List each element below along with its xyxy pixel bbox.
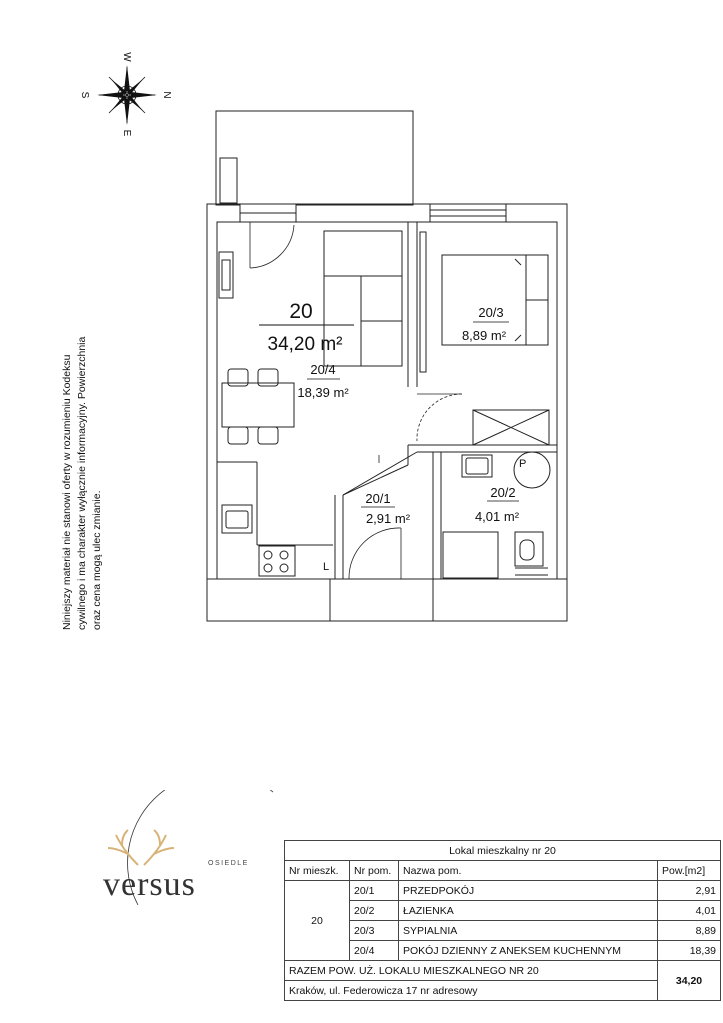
total-label: RAZEM POW. UŻ. LOKALU MIESZKALNEGO NR 20 xyxy=(285,961,658,981)
disclaimer-text xyxy=(60,270,105,630)
table-address-row xyxy=(285,981,721,1001)
disclaimer-line-1: Niniejszy materiał nie stanowi oferty w rozumieniu Kodeksu xyxy=(61,354,73,630)
logo-small: OSIEDLE xyxy=(208,860,249,867)
table-total-row xyxy=(285,961,721,981)
header-room-name: Nazwa pom. xyxy=(399,861,658,881)
room-label-20-1 xyxy=(361,491,411,526)
room-20-1-id: 20/1 xyxy=(365,491,391,506)
cell-room-no: 20/1 xyxy=(350,881,399,901)
cell-area: 4,01 xyxy=(658,901,721,921)
kitchen xyxy=(217,462,333,576)
logo-big: versus xyxy=(103,866,196,903)
compass-s: S xyxy=(79,91,90,99)
cell-room-no: 20/2 xyxy=(350,901,399,921)
compass-w: W xyxy=(121,52,132,62)
unit-table xyxy=(284,840,721,1001)
room-20-3-area: 8,89 m² xyxy=(461,328,507,343)
unit-number: 20 xyxy=(289,300,313,323)
cell-room-name: PRZEDPOKÓJ xyxy=(399,881,658,901)
compass-e: E xyxy=(121,129,132,137)
cell-area: 2,91 xyxy=(658,881,721,901)
room-20-2-id: 20/2 xyxy=(490,485,516,500)
header-room-no: Nr pom. xyxy=(350,861,399,881)
compass-rose xyxy=(79,52,172,136)
cell-room-name: POKÓJ DZIENNY Z ANEKSEM KUCHENNYM xyxy=(399,941,658,961)
room-label-20-4 xyxy=(297,362,349,400)
room-label-20-2 xyxy=(475,485,520,524)
balcony xyxy=(216,111,413,205)
cell-unit-no: 20 xyxy=(285,881,350,961)
header-area: Pow.[m2] xyxy=(658,861,721,881)
room-20-1-area: 2,91 m² xyxy=(365,511,411,526)
cell-area: 18,39 xyxy=(658,941,721,961)
unit-area: 34,20 m² xyxy=(267,334,343,355)
header-unit-no: Nr mieszk. xyxy=(285,861,350,881)
room-20-4-area: 18,39 m² xyxy=(297,385,349,400)
table-title: Lokal mieszkalny nr 20 xyxy=(285,841,721,861)
table-row xyxy=(285,941,721,961)
wall-unit xyxy=(219,252,233,298)
dining-table xyxy=(222,369,294,444)
unit-label xyxy=(259,300,354,355)
table-header-row xyxy=(285,861,721,881)
table-row xyxy=(285,901,721,921)
table-title-row xyxy=(285,841,721,861)
wardrobe xyxy=(473,410,549,445)
table-row xyxy=(285,881,721,901)
cell-room-no: 20/4 xyxy=(350,941,399,961)
room-label-20-3 xyxy=(462,305,509,343)
room-20-2-area: 4,01 m² xyxy=(474,509,520,524)
disclaimer-line-3: oraz cena mogą ulec zmianie. xyxy=(91,490,103,630)
compass-n: N xyxy=(161,91,172,99)
room-20-4-id: 20/4 xyxy=(310,362,336,377)
cell-area: 8,89 xyxy=(658,921,721,941)
disclaimer-line-2: cywilnego i ma charakter wyłącznie informacyjny. Powierzchnia xyxy=(76,336,88,630)
cell-room-name: SYPIALNIA xyxy=(399,921,658,941)
windows xyxy=(240,204,506,222)
cell-room-no: 20/3 xyxy=(350,921,399,941)
cell-room-name: ŁAZIENKA xyxy=(399,901,658,921)
total-area: 34,20 xyxy=(658,961,721,1001)
marker-l: L xyxy=(323,561,330,573)
table-row xyxy=(285,921,721,941)
address: Kraków, ul. Federowicza 17 nr adresowy xyxy=(285,981,658,1001)
antler-icon xyxy=(108,830,174,865)
bed xyxy=(420,232,548,372)
versus-logo xyxy=(98,790,278,910)
room-20-3-id: 20/3 xyxy=(478,305,504,320)
marker-p: P xyxy=(519,458,527,470)
